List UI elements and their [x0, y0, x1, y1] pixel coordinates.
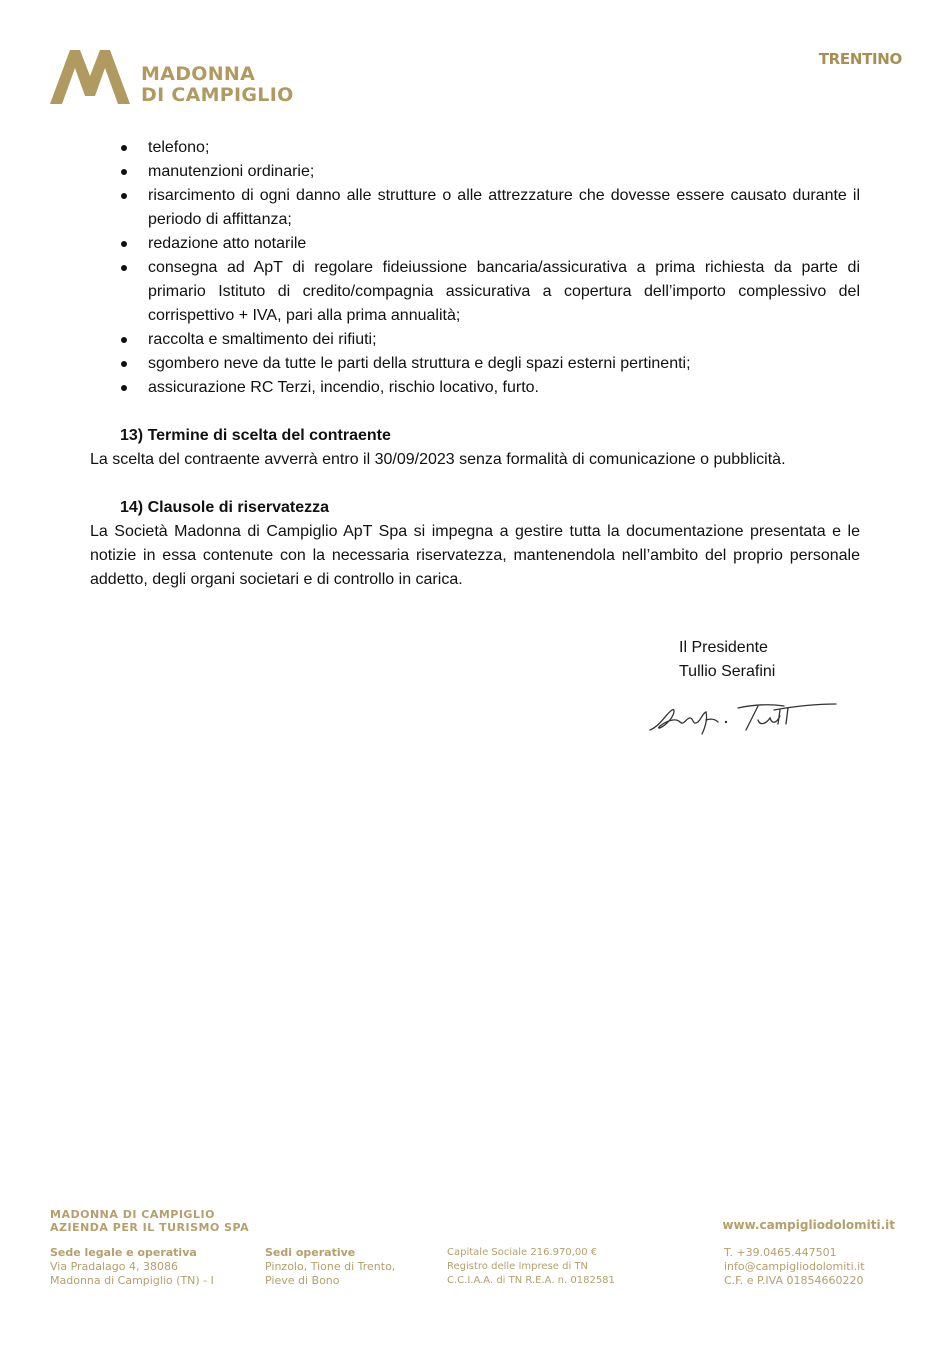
footer-company [50, 1208, 249, 1234]
footer-phone[interactable]: T. +39.0465.447501 [724, 1246, 837, 1259]
section-text: La scelta del contraente avverrà entro il 30/09/2023 senza formalità di comunicazione o pubblicità. [90, 451, 786, 468]
footer-legal-office [50, 1246, 214, 1288]
footer-text: Capitale Sociale 216.970,00 € [447, 1247, 598, 1258]
footer-text: Pieve di Bono [265, 1274, 340, 1287]
madonna-di-campiglio-logo-icon [48, 46, 132, 106]
footer-text: C.F. e P.IVA 01854660220 [724, 1274, 864, 1287]
section-text: La Società Madonna di Campiglio ApT Spa si impegna a gestire tutta la documentazione presentata e le notizie in essa contenute con la necessaria riservatezza, mantenendola nell’ambito del proprio personale addetto, degli organi societari e di controllo in carica. [90, 523, 860, 588]
footer-registry-info [447, 1246, 615, 1288]
section-13 [90, 424, 860, 472]
section-heading: 13) Termine di scelta del contraente [120, 427, 391, 444]
signoff-block [679, 636, 775, 684]
footer-website-link[interactable]: www.campigliodolomiti.it [722, 1218, 895, 1232]
footer-heading: Sede legale e operativa [50, 1246, 197, 1259]
footer-text: Pinzolo, Tione di Trento, [265, 1260, 396, 1273]
trentino-logo: TRENTINO [818, 50, 902, 68]
footer-contacts [724, 1246, 865, 1288]
document-body [90, 136, 860, 592]
footer-text: Registro delle Imprese di TN [447, 1261, 589, 1272]
footer-company-line-1: MADONNA DI CAMPIGLIO [50, 1208, 215, 1221]
footer-email-link[interactable]: info@campigliodolomiti.it [724, 1260, 865, 1273]
logo-line-2: DI CAMPIGLIO [141, 84, 294, 106]
signoff-role: Il Presidente [679, 639, 768, 656]
signoff-name: Tullio Serafini [679, 663, 776, 680]
list-item: assicurazione RC Terzi, incendio, rischio locativo, furto. [90, 376, 860, 400]
footer-operative-offices [265, 1246, 395, 1288]
obligations-list [90, 136, 860, 400]
page-footer [0, 1200, 950, 1310]
list-item: raccolta e smaltimento dei rifiuti; [90, 328, 860, 352]
footer-company-line-2: AZIENDA PER IL TURISMO SPA [50, 1221, 250, 1234]
list-item: sgombero neve da tutte le parti della struttura e degli spazi esterni pertinenti; [90, 352, 860, 376]
logo-line-1: MADONNA [141, 63, 256, 85]
footer-text: Via Pradalago 4, 38086 [50, 1260, 178, 1273]
footer-text: Madonna di Campiglio (TN) - I [50, 1274, 214, 1287]
footer-text: C.C.I.A.A. di TN R.E.A. n. 0182581 [447, 1275, 615, 1286]
section-heading: 14) Clausole di riservatezza [120, 499, 329, 516]
header-logo-text [141, 64, 294, 106]
list-item: risarcimento di ogni danno alle strutture o alle attrezzature che dovesse essere causato durante il periodo di affittanza; [90, 184, 860, 232]
list-item: consegna ad ApT di regolare fideiussione bancaria/assicurativa a prima richiesta da parte di primario Istituto di credito/compagnia assicurativa a copertura dell’importo complessivo del corrispettivo + IVA, pari alla prima annualità; [90, 256, 860, 328]
list-item: manutenzioni ordinarie; [90, 160, 860, 184]
list-item: redazione atto notarile [90, 232, 860, 256]
section-14 [90, 496, 860, 592]
footer-heading: Sedi operative [265, 1246, 356, 1259]
handwritten-signature-icon [646, 696, 841, 740]
list-item: telefono; [90, 136, 860, 160]
